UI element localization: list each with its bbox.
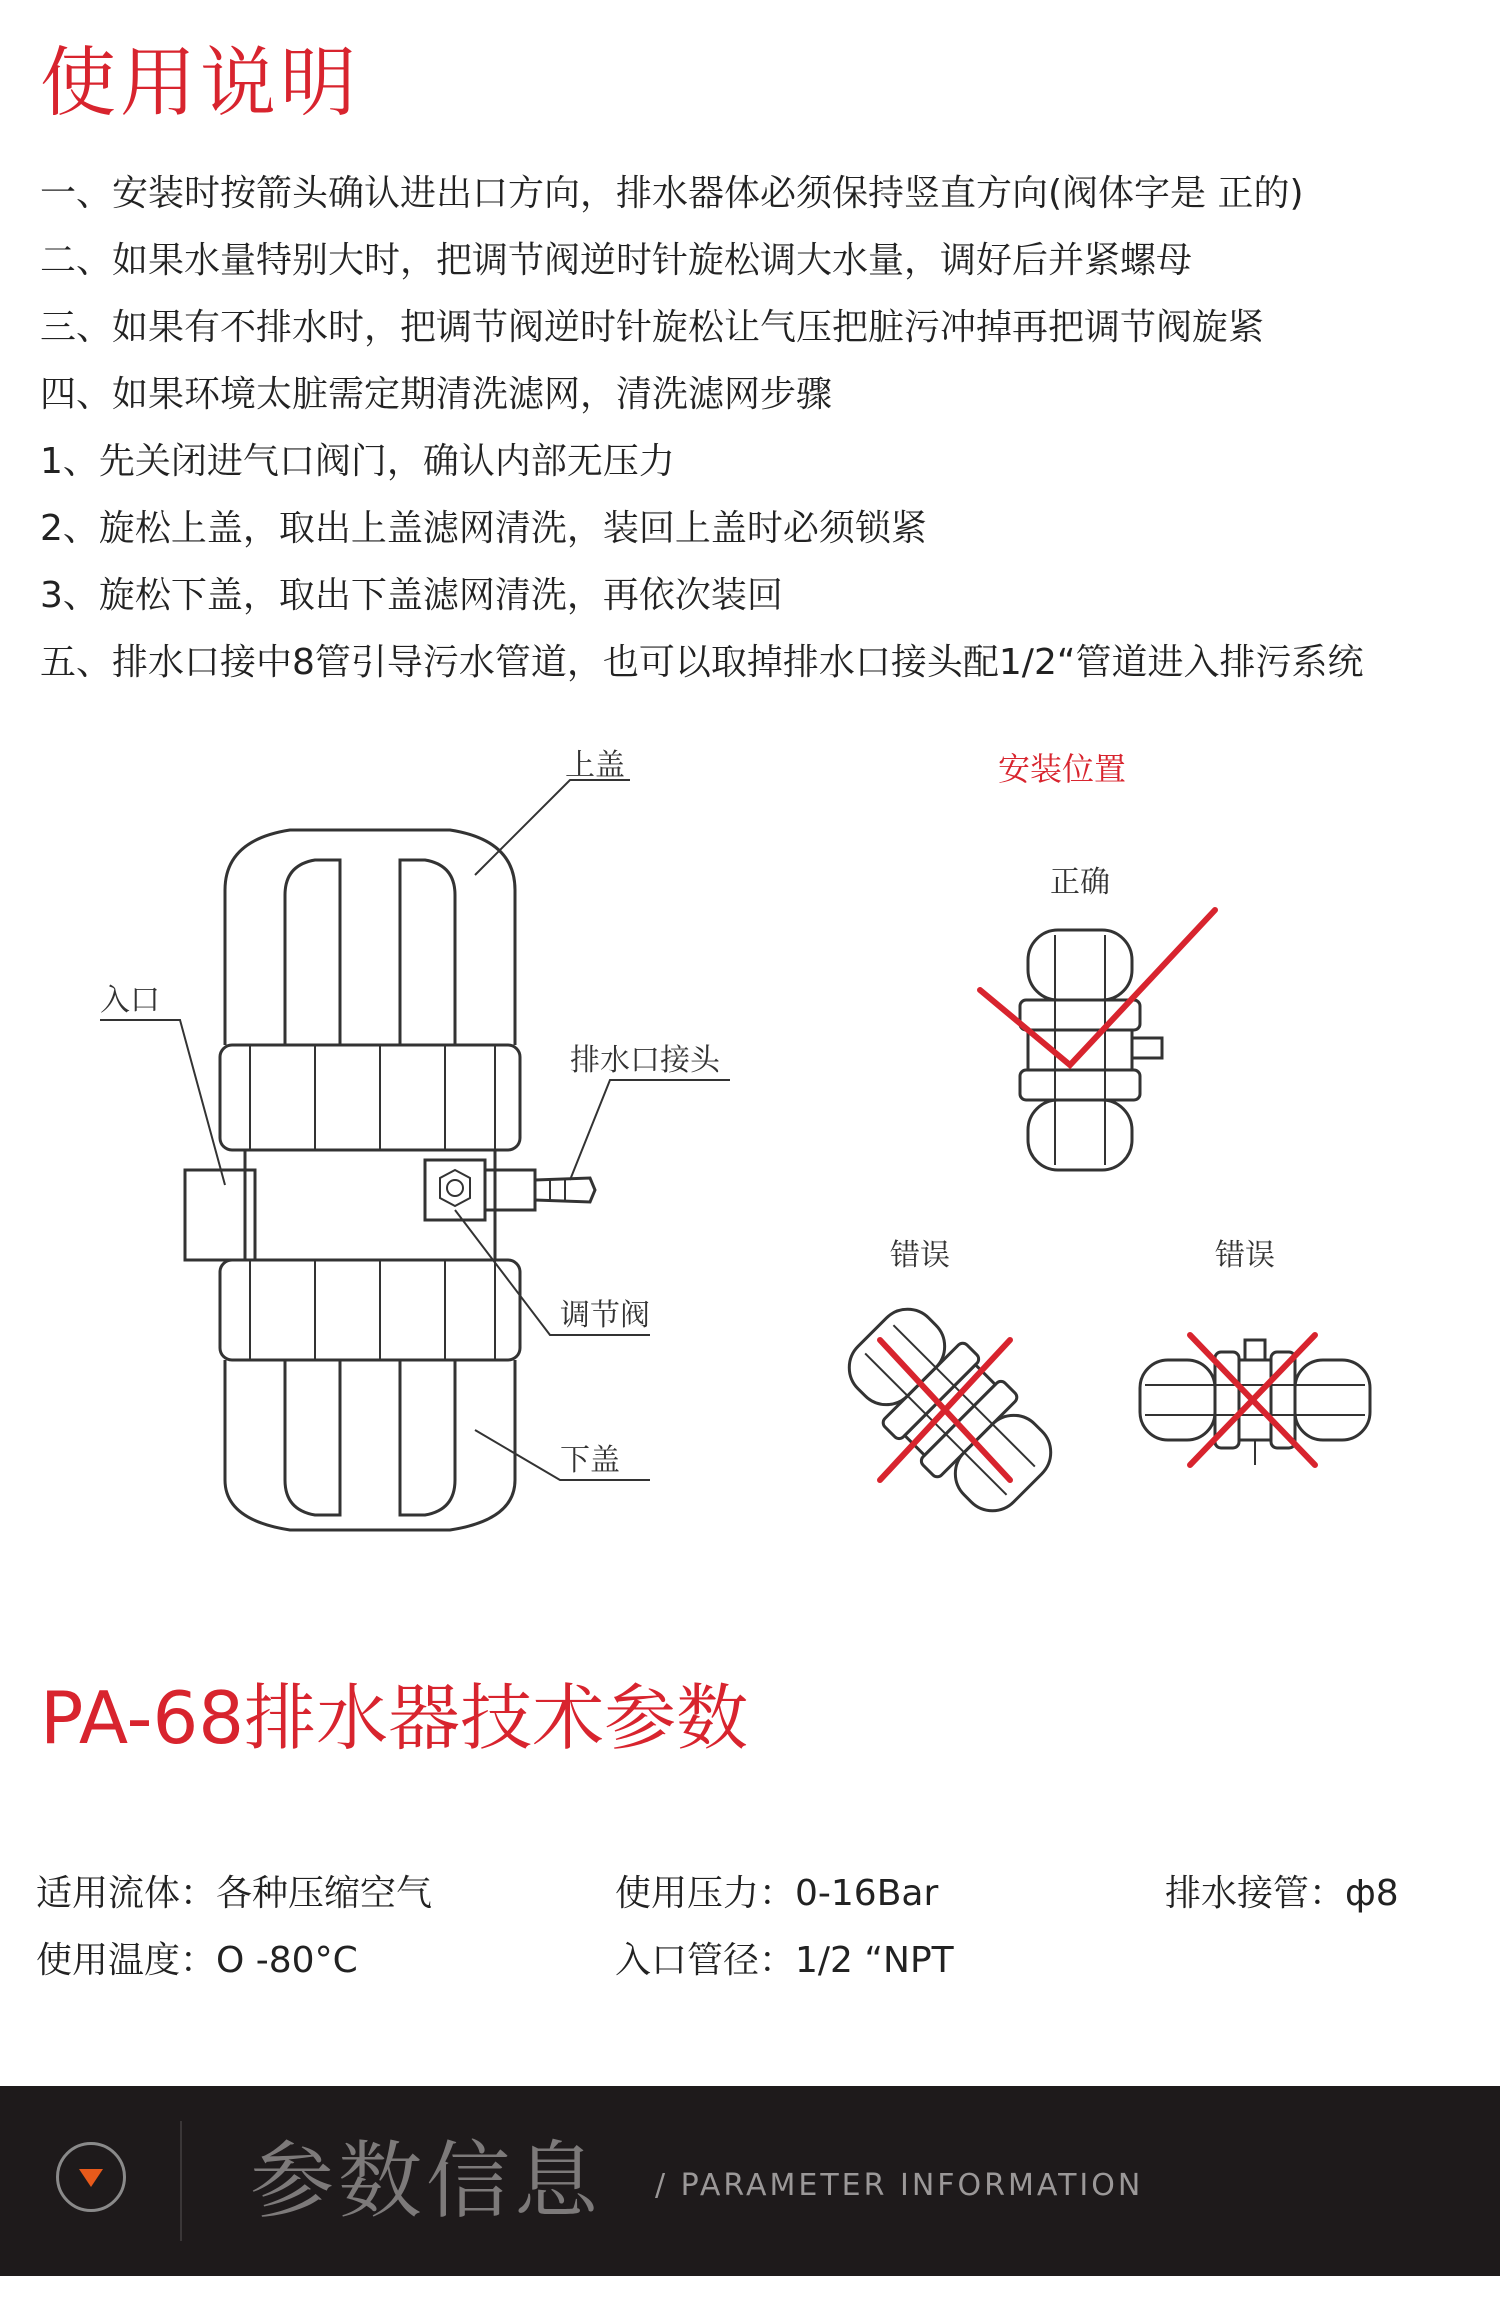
install-title: 安装位置: [998, 750, 1127, 788]
wrong-x-icon-1: [880, 1340, 1010, 1480]
instruction-line: 2、旋松上盖，取出上盖滤网清洗，装回上盖时必须锁紧: [40, 508, 927, 549]
instruction-line: 一、安装时按箭头确认进出口方向，排水器体必须保持竖直方向(阀体字是 正的): [40, 173, 1304, 214]
wrong-tilted-drawing: [831, 1291, 1069, 1529]
spec-temperature: 使用温度：O -80°C: [36, 1940, 358, 1981]
divider: [180, 2121, 182, 2241]
label-adjust-valve: 调节阀: [560, 1298, 650, 1333]
chevron-down-icon[interactable]: [56, 2142, 126, 2212]
parameter-subtitle: / PARAMETER INFORMATION: [655, 2168, 1144, 2203]
drain-fitting-leader: [570, 1080, 730, 1180]
instruction-line: 四、如果环境太脏需定期清洗滤网，清洗滤网步骤: [40, 374, 833, 415]
spec-inlet-size: 入口管径：1/2 “NPT: [615, 1940, 954, 1981]
check-mark-icon: [980, 910, 1215, 1065]
spec-fluid: 适用流体：各种压缩空气: [36, 1873, 433, 1914]
instruction-list: [40, 160, 1480, 696]
spec-pressure: 使用压力：0-16Bar: [615, 1873, 939, 1914]
label-wrong-2: 错误: [1215, 1238, 1275, 1273]
correct-orientation-drawing: [980, 910, 1215, 1170]
label-correct: 正确: [1050, 865, 1110, 900]
tech-title: PA-68排水器技术参数: [40, 1676, 749, 1760]
label-wrong-1: 错误: [890, 1238, 950, 1273]
instruction-line: 1、先关闭进气口阀门，确认内部无压力: [40, 441, 675, 482]
instruction-line: 3、旋松下盖，取出下盖滤网清洗，再依次装回: [40, 575, 783, 616]
drain-diagram: [30, 720, 1450, 1580]
instruction-line: 三、如果有不排水时，把调节阀逆时针旋松让气压把脏污冲掉再把调节阀旋紧: [40, 307, 1265, 348]
label-top-cover: 上盖: [565, 748, 625, 783]
top-cover-leader: [475, 780, 630, 875]
parameter-info-bar: [0, 2086, 1500, 2276]
parameter-title: 参数信息: [250, 2132, 603, 2230]
drain-body-drawing: [185, 830, 595, 1530]
instruction-line: 五、排水口接中8管引导污水管道，也可以取掉排水口接头配1/2“管道进入排污系统: [40, 642, 1364, 683]
usage-title: 使用说明: [40, 38, 360, 127]
label-drain-fitting: 排水口接头: [570, 1043, 720, 1078]
label-bottom-cover: 下盖: [560, 1443, 620, 1478]
inlet-leader: [100, 1020, 225, 1185]
spec-drain-pipe: 排水接管：ф8: [1165, 1873, 1399, 1914]
label-inlet: 入口: [100, 983, 160, 1018]
instruction-line: 二、如果水量特别大时，把调节阀逆时针旋松调大水量，调好后并紧螺母: [40, 240, 1193, 281]
